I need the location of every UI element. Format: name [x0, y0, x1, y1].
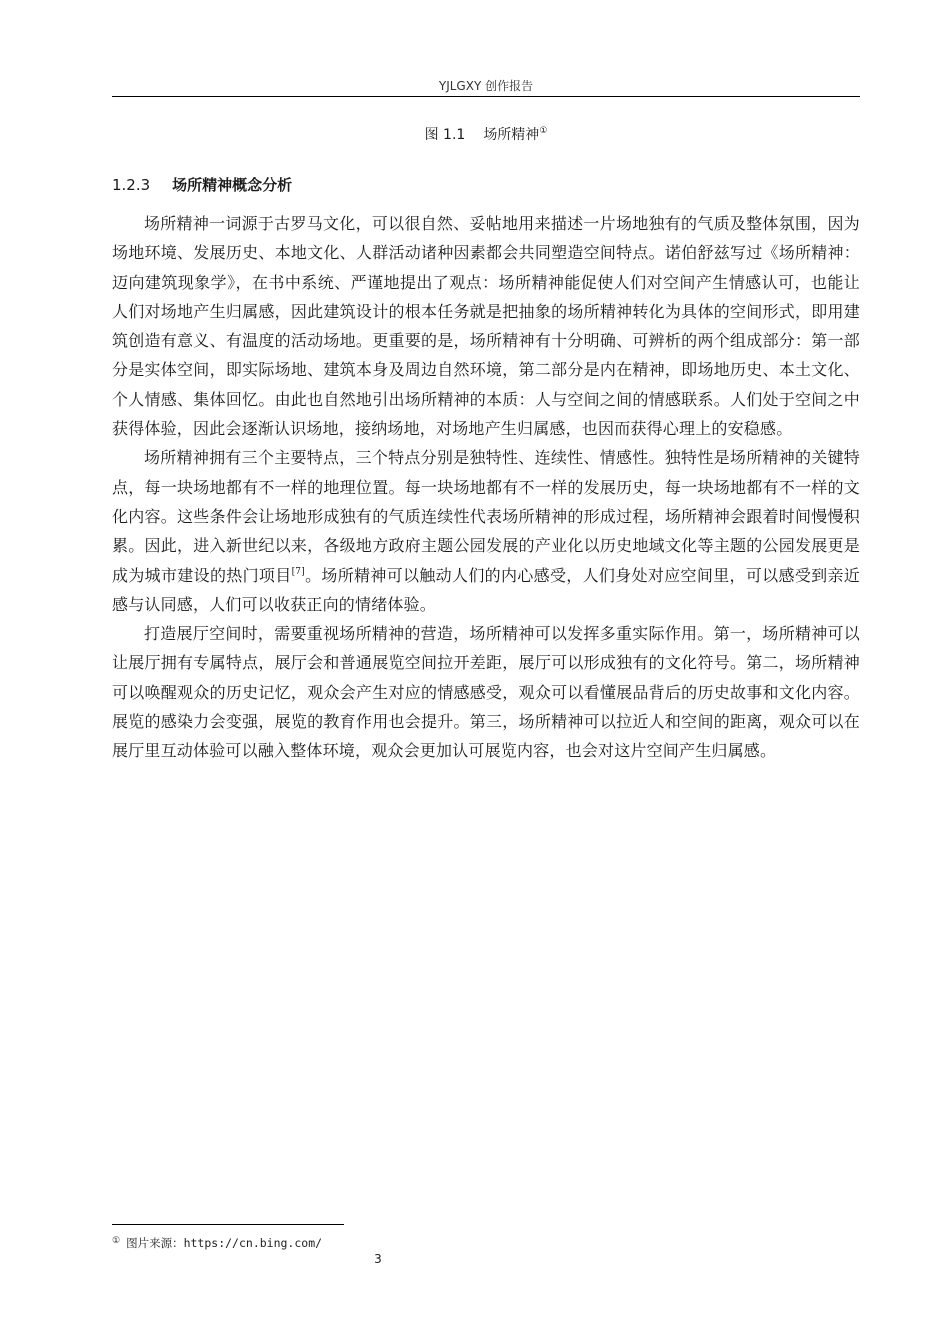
citation-link[interactable]: [7]	[291, 566, 305, 577]
paragraph-text: 。场所精神可以触动人们的内心感受，人们身处对应空间里，可以感受到亲近感与认同感，人们可以收获正向的情绪体验。	[112, 565, 860, 614]
footnote-mark: ①	[112, 1236, 121, 1246]
page-header	[112, 77, 860, 94]
figure-caption	[112, 124, 860, 144]
footnote-text: 图片来源：https://cn.bing.com/	[126, 1236, 323, 1250]
paragraph	[112, 443, 860, 619]
header-title: YJLGXY 创作报告	[438, 79, 534, 93]
figure-number: 图 1.1	[424, 127, 466, 143]
footnote-divider	[112, 1224, 344, 1225]
section-heading	[112, 174, 860, 195]
figure-footnote-mark[interactable]: ①	[539, 126, 548, 136]
section-number: 1.2.3	[112, 176, 151, 194]
footnote	[112, 1235, 712, 1251]
header-divider	[112, 96, 860, 97]
body-text	[112, 209, 860, 766]
paragraph: 场所精神一词源于古罗马文化，可以很自然、妥帖地用来描述一片场地独有的气质及整体氛围，因为场地环境、发展历史、本地文化、人群活动诸种因素都会共同塑造空间特点。诺伯舒兹写过《场所精神：迈向建筑现象学》，在书中系统、严谨地提出了观点：场所精神能促使人们对空间产生情感认可，也能让人们对场地产生归属感，因此建筑设计的根本任务就是把抽象的场所精神转化为具体的空间形式，即用建筑创造有意义、有温度的活动场地。更重要的是，场所精神有十分明确、可辨析的两个组成部分：第一部分是实体空间，即实际场地、建筑本身及周边自然环境，第二部分是内在精神，即场地历史、本土文化、个人情感、集体回忆。由此也自然地引出场所精神的本质：人与空间之间的情感联系。人们处于空间之中获得体验，因此会逐渐认识场地，接纳场地，对场地产生归属感，也因而获得心理上的安稳感。	[112, 214, 860, 439]
paragraph-text: 场所精神拥有三个主要特点，三个特点分别是独特性、连续性、情感性。独特性是场所精神的关键特点，每一块场地都有不一样的地理位置。每一块场地都有不一样的发展历史，每一块场地都有不一样的文化内容。这些条件会让场地形成独有的气质连续性代表场所精神的形成过程，场所精神会跟着时间慢慢积累。因此，进入新世纪以来，各级地方政府主题公园发展的产业化以历史地域文化等主题的公园发展更是成为城市建设的热门项目	[112, 448, 860, 585]
section-title: 场所精神概念分析	[172, 176, 293, 194]
paragraph: 打造展厅空间时，需要重视场所精神的营造，场所精神可以发挥多重实际作用。第一，场所精神可以让展厅拥有专属特点，展厅会和普通展览空间拉开差距，展厅可以形成独有的文化符号。第二，场所精神可以唤醒观众的历史记忆，观众会产生对应的情感感受，观众可以看懂展品背后的历史故事和文化内容。展览的感染力会变强，展览的教育作用也会提升。第三，场所精神可以拉近人和空间的距离，观众可以在展厅里互动体验可以融入整体环境，观众会更加认可展览内容，也会对这片空间产生归属感。	[112, 624, 860, 761]
figure-title: 场所精神	[483, 127, 540, 143]
page-number: 3	[374, 1252, 382, 1266]
